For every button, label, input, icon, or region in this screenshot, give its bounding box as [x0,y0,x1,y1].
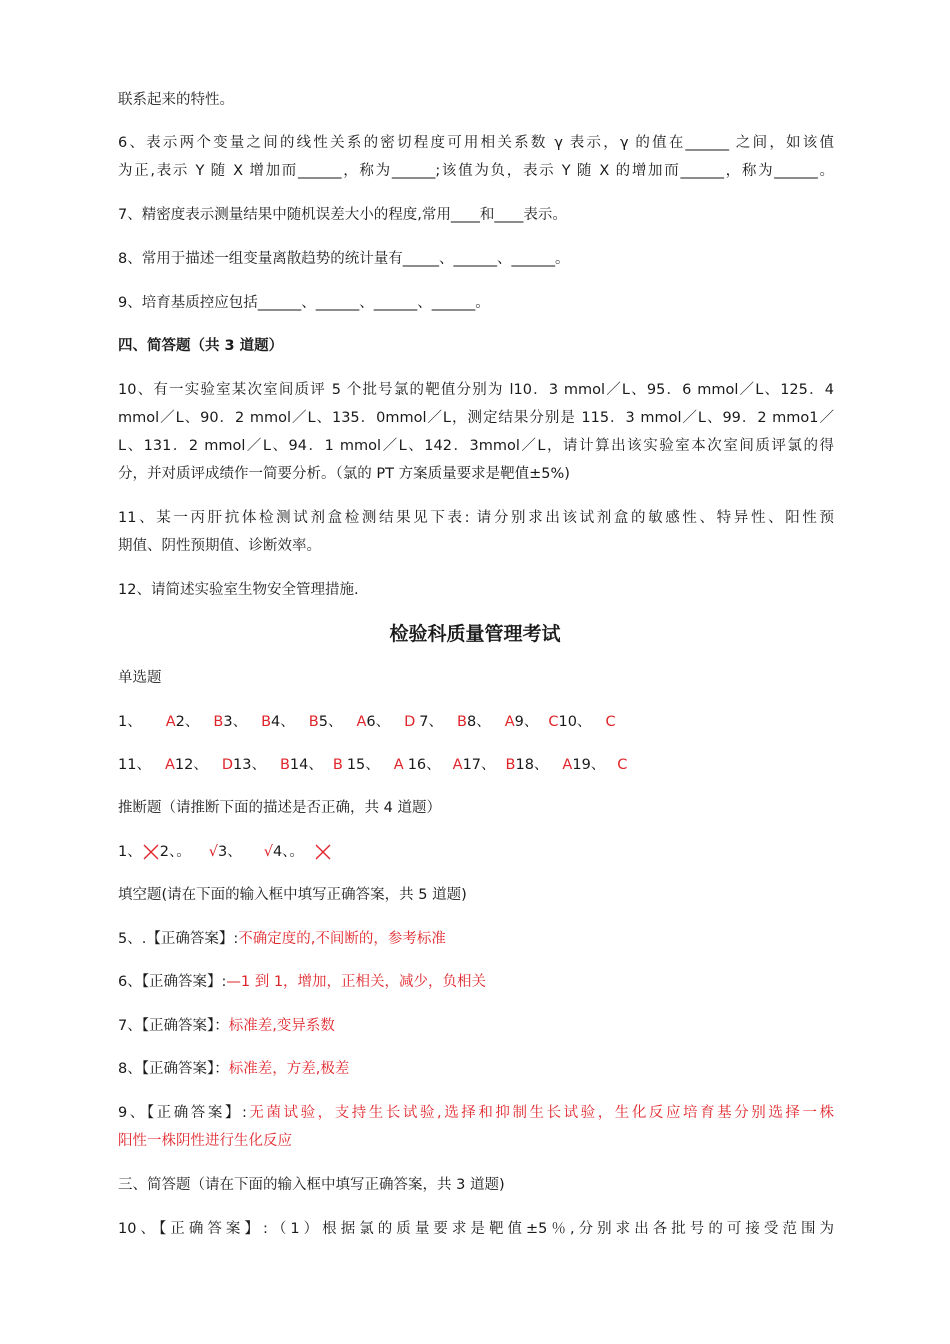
answer-letter: A [393,757,404,773]
answer-letter: B [457,714,467,730]
short-answer-10 [118,1219,834,1239]
tf-number-2: 2、。 [159,844,191,860]
question-12: 12、请简述实验室生物安全管理措施. [118,582,359,598]
answer-letter: C [605,714,616,730]
separator: ： [214,1061,229,1077]
answer-text: 无菌试验，支持生长试验,选择和抑制生长试验，生化反应培育基分别选择一株 [246,1105,834,1121]
answer-text: 标准差,变异系数 [228,1018,335,1034]
answer-number: 16、 [407,757,441,773]
answer-number: 5、 [318,714,343,730]
answer-text: —1 到 1，增加，正相关，减少，负相关 [226,974,487,990]
answer-letter: A [164,757,175,773]
short-answer-heading: 三、简答题（请在下面的输入框中填写正确答案，共 3 道题) [118,1177,505,1193]
correct-answer-label: 【正确答案】 [141,1018,215,1034]
answer-text: 标准差，方差,极差 [228,1061,350,1077]
question-8: 8、常用于描述一组变量离散趋势的统计量有_____、______、______。 [118,251,570,267]
answer-letter: A [562,757,573,773]
answer-letter: A [165,714,176,730]
question-9: 9、培育基质控应包括______、______、______、______。 [118,295,490,311]
fill-answer-6 [118,972,834,992]
separator: : [241,1105,247,1121]
answer-letter: A [356,714,367,730]
fill-answer-5 [118,929,834,949]
answer-number: 9、 [118,1105,147,1121]
answer-letter: C [548,714,559,730]
answer-number: 10、 [118,1221,160,1237]
answer-text: 不确定度的,不间断的，参考标准 [238,931,446,947]
section-heading-4: 四、简答题（共 3 道题） [118,338,284,354]
answer-letter: A [504,714,515,730]
true-false-heading: 推断题（请推断下面的描述是否正确，共 4 道题） [118,800,441,816]
answer-number: 12、 [174,757,208,773]
answer-letter: B [332,757,343,773]
answer-key-title: 检验科质量管理考试 [389,623,561,645]
answer-number: 9、 [514,714,539,730]
fill-answer-9 [118,1103,834,1123]
answer-letter: A [452,757,463,773]
answer-number: 6、 [366,714,391,730]
correct-answer-label: 【正确答案】 [146,1105,242,1121]
answer-letter: B [505,757,516,773]
question-10-line-1: 10、有一实验室某次室间质评 5 个批号氯的靶值分别为 l10．3 mmol／L、95．6 mmol／L、125．4 [118,382,834,398]
question-10-line-3: L、131．2 mmol／L、94．1 mmol／L、142．3mmol／L，请计算出该实验室本次室间质评氯的得 [118,438,834,454]
answer-letter: D [404,714,416,730]
fill-answer-9-continued: 阳性一株阴性进行生化反应 [118,1133,292,1149]
true-false-answers [118,842,834,862]
tf-number-1: 1、 [118,844,142,860]
fill-answer-7 [118,1016,834,1036]
single-choice-heading: 单选题 [118,670,162,686]
answer-number: 17、 [462,757,496,773]
question-11-line-1: 11、某一丙肝抗体检测试剂盒检测结果见下表: 请分别求出该试剂盒的敏感性、特异性、阳性预 [118,510,834,526]
answer-letter: D [221,757,233,773]
answer-number: 7、 [118,1018,142,1034]
separator: ： [214,1018,229,1034]
answer-number: 8、 [118,1061,142,1077]
answer-letter: B [261,714,272,730]
correct-answer-label: 【正确答案】 [159,1221,263,1237]
answer-letter: B [213,714,224,730]
single-choice-row-1 [118,712,834,732]
separator: : [233,931,239,947]
correct-answer-label: 【正确答案】 [141,1061,215,1077]
answer-number: 8、 [466,714,491,730]
answer-number: 13、 [233,757,266,773]
answer-number: 7、 [419,714,444,730]
fill-answer-8 [118,1059,834,1079]
answer-text: :（1）根据氯的质量要求是靶值±5％,分别求出各批号的可接受范围为 [262,1221,835,1237]
cross-mark-icon [142,843,160,861]
tf-number-4: 4、。 [272,844,304,860]
correct-answer-label: 【正确答案】 [141,974,222,990]
question-10-line-4: 分，并对质评成绩作一简要分析。（氯的 PT 方案质量要求是靶值±5%) [118,466,570,482]
answer-number: 14、 [289,757,323,773]
separator: : [221,974,227,990]
answer-letter: B [279,757,290,773]
question-7: 7、精密度表示测量结果中随机误差大小的程度,常用____和____表示。 [118,207,567,223]
answer-number: 15、 [346,757,380,773]
answer-number: 4、 [271,714,295,730]
answer-number: 2、 [175,714,200,730]
text-line: 联系起来的特性。 [118,92,234,108]
answer-number: 5、. [118,931,147,947]
check-mark-icon: √ [208,844,218,860]
answer-number: 3、 [223,714,248,730]
tf-number-3: 3、 [217,844,242,860]
answer-number: 10、 [558,714,592,730]
answer-number: 18、 [515,757,549,773]
question-10-line-2: mmol／L、90．2 mmol／L、135．0mmol／L，测定结果分别是 115．3 mmol／L、99．2 mmo1／ [118,410,834,426]
correct-answer-label: 【正确答案】 [146,931,234,947]
answer-letter: B [308,714,319,730]
question-11-line-2: 期值、阴性预期值、诊断效率。 [118,538,321,554]
cross-mark-icon [314,843,332,861]
answer-number: 19、 [572,757,606,773]
answer-number: 6、 [118,974,142,990]
single-choice-row-2 [118,755,834,775]
check-mark-icon: √ [263,844,273,860]
answer-number: 1、 [118,714,142,730]
answer-letter: C [617,757,628,773]
fill-blank-heading: 填空题(请在下面的输入框中填写正确答案，共 5 道题) [118,887,467,903]
question-6-line-1: 6、表示两个变量之间的线性关系的密切程度可用相关系数 γ 表示，γ 的值在______ 之间，如该值 [118,135,834,151]
answer-number: 11、 [118,757,151,773]
question-6-line-2: 为正,表示 Y 随 X 增加而______，称为______;该值为负，表示 Y 随 X 的增加而______，称为______。 [118,163,834,179]
